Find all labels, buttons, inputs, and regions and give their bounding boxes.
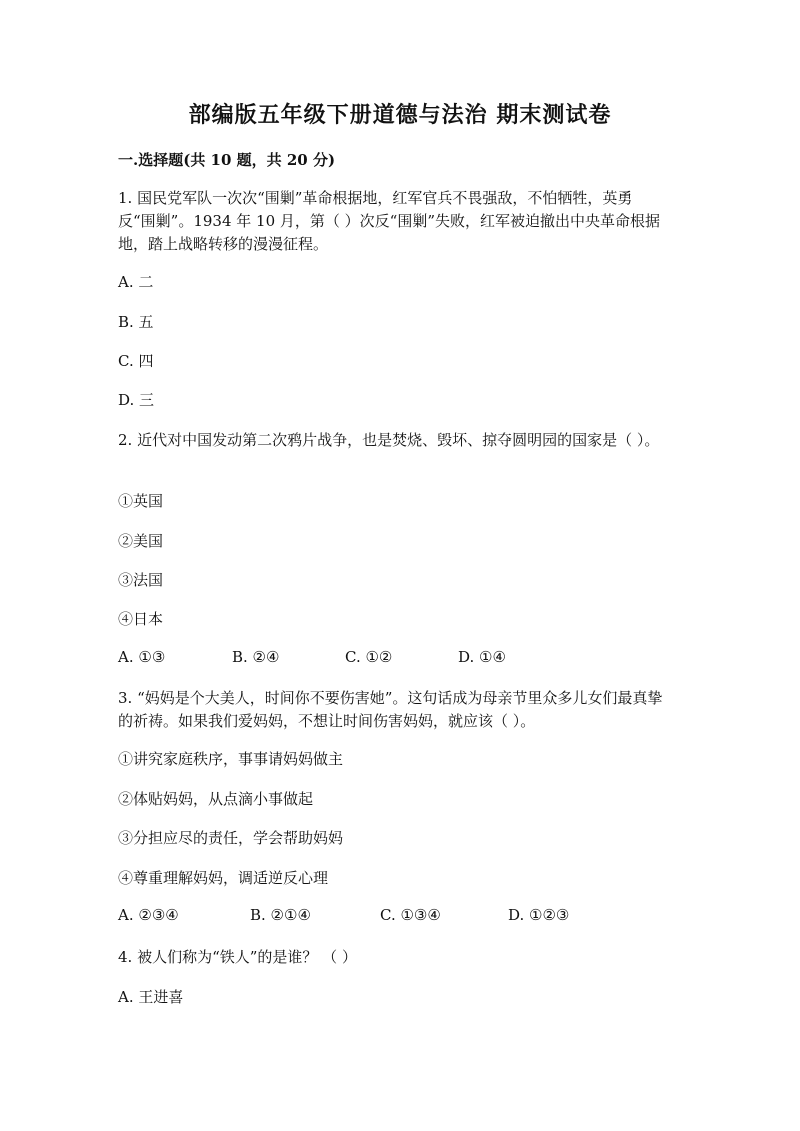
question-4-stem: 4. 被人们称为“铁人”的是谁？ （ ） [118,948,357,966]
question-3-option-c: C. ①③④ [380,906,441,924]
question-2-item: ①英国 [118,492,164,510]
question-3-option-d: D. ①②③ [508,906,570,924]
question-3-option-a: A. ②③④ [118,906,179,924]
question-3-item: ①讲究家庭秩序，事事请妈妈做主 [118,750,344,768]
question-2-option-d: D. ①④ [458,648,506,666]
page-title: 部编版五年级下册道德与法治 期末测试卷 [188,102,612,128]
section-heading: 一.选择题(共 10 题，共 20 分) [118,151,336,169]
question-2-stem: 2. 近代对中国发动第二次鸦片战争，也是焚烧、毁坏、掠夺圆明园的国家是（ ）。 [118,431,660,449]
question-4-option-a: A. 王进喜 [118,988,184,1006]
question-1-option-a: A. 二 [118,273,154,291]
question-2-option-c: C. ①② [345,648,393,666]
question-3-option-b: B. ②①④ [250,906,311,924]
question-2-option-a: A. ①③ [118,648,166,666]
question-3-stem: 3. “妈妈是个大美人，时间你不要伤害她”。这句话成为母亲节里众多儿女们最真挚的祈祷。如果我们爱妈妈，不想让时间伤害妈妈，就应该（ ）。 [118,689,663,730]
question-1-option-c: C. 四 [118,352,154,370]
question-1-stem: 1. 国民党军队一次次“围剿”革命根据地，红军官兵不畏强敌，不怕牺牲，英勇反“围剿”。1934 年 10 月，第（ ）次反“围剿”失败，红军被迫撤出中央革命根据地，踏上战略转移的漫漫征程。 [118,189,661,253]
question-3-item: ②体贴妈妈，从点滴小事做起 [118,790,314,808]
question-3-item: ④尊重理解妈妈，调适逆反心理 [118,869,329,887]
question-2-item: ④日本 [118,610,164,628]
question-2-item: ②美国 [118,532,164,550]
question-2-option-b: B. ②④ [232,648,280,666]
question-1-option-d: D. 三 [118,391,155,409]
question-2-item: ③法国 [118,571,164,589]
question-3-item: ③分担应尽的责任，学会帮助妈妈 [118,829,344,847]
question-1-option-b: B. 五 [118,313,154,331]
